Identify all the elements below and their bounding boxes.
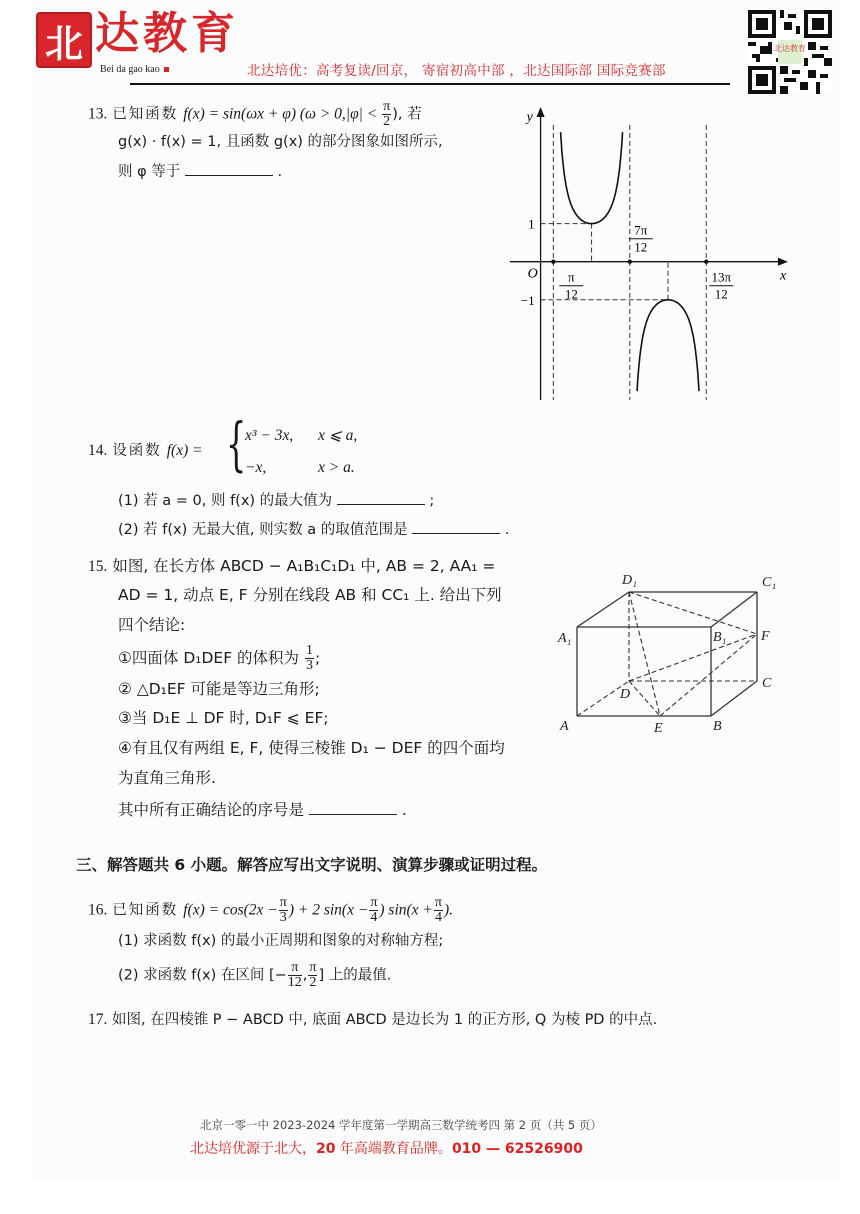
q13-function: f(x) = sin(ωx + φ) (ω > 0,|φ| < xyxy=(183,105,382,123)
x-axis-arrow-icon xyxy=(778,258,788,266)
frac-den: 4 xyxy=(434,910,442,925)
frac-den: 3 xyxy=(305,658,313,673)
answer-blank[interactable] xyxy=(185,161,273,176)
footer-ad-c: 年高端教育品牌。 xyxy=(335,1141,452,1157)
answer-blank[interactable] xyxy=(337,490,425,505)
logo-mark: 北 xyxy=(36,12,92,68)
frac-num: π xyxy=(383,99,391,114)
q15-line3: 四个结论: xyxy=(118,616,186,634)
q16-line1 xyxy=(88,896,453,925)
q14-intro: 设函数 xyxy=(112,443,162,459)
frac-den: 4 xyxy=(370,910,378,925)
label-D: D xyxy=(620,687,631,702)
g-curve-branch xyxy=(561,132,623,223)
label-E: E xyxy=(654,721,663,735)
logo-text: 达教育 xyxy=(95,8,239,59)
frac-num: π xyxy=(279,895,287,910)
q15-conclusion-1 xyxy=(118,644,320,673)
q15-conclusion-3: ③当 D₁E ⊥ DF 时, D₁F ⩽ EF; xyxy=(118,709,329,727)
q15-c1-text: ①四面体 D₁DEF 的体积为 xyxy=(118,649,300,667)
edge-B1C1 xyxy=(711,592,757,627)
label-D1: D₁ xyxy=(622,573,637,588)
q16-expr-c: ) sin(x + xyxy=(379,901,433,919)
piecewise-brace: { xyxy=(226,410,247,478)
q14-part2 xyxy=(118,519,510,540)
q13-end: . xyxy=(277,164,283,180)
q13-fraction xyxy=(382,100,391,129)
label-C: C xyxy=(762,676,772,691)
x-axis-label: x xyxy=(780,268,787,284)
y-axis-label: y xyxy=(526,110,533,125)
q14-case2-cond: x > a. xyxy=(318,459,355,476)
x-tick-point xyxy=(551,260,555,264)
q15-line2: AD = 1, 动点 E, F 分别在线段 AB 和 CC₁ 上. 给出下列 xyxy=(118,586,502,604)
frac-den: 12 xyxy=(287,975,302,990)
q14-part1-end: ; xyxy=(429,493,435,509)
q16-p2-frac2 xyxy=(308,961,317,990)
q15-c1-fraction xyxy=(305,644,314,673)
x-tick-label-num: 13π xyxy=(711,269,732,285)
q13-number: 13. xyxy=(88,105,108,123)
q16-expr-b: ) + 2 sin(x − xyxy=(288,901,369,919)
edge-BC xyxy=(711,681,757,716)
q15-line1-text: 如图, 在长方体 ABCD − A₁B₁C₁D₁ 中, AB = 2, AA₁ = xyxy=(112,557,496,575)
frac-den: 2 xyxy=(309,975,317,990)
q16-frac3 xyxy=(434,896,443,925)
x-tick-label-num: 7π xyxy=(634,222,648,238)
x-tick-label-den: 12 xyxy=(714,286,728,302)
q14-part1 xyxy=(118,490,434,511)
qr-center-text: 北达教育 xyxy=(774,43,806,53)
q15-conclusion-4: ④有且仅有两组 E, F, 使得三棱锥 D₁ − DEF 的四个面均 xyxy=(118,739,505,757)
y-tick-label: 1 xyxy=(528,216,535,232)
q13-ask: 则 φ 等于 xyxy=(118,164,181,180)
q15-line1 xyxy=(88,556,495,577)
seg-D1E xyxy=(629,592,660,716)
q16-part2-c: ] 上的最值. xyxy=(318,967,392,984)
q14-part1-text: (1) 若 a = 0, 则 f(x) 的最大值为 xyxy=(118,493,333,509)
label-B: B xyxy=(713,719,722,734)
q13-graph xyxy=(500,105,790,400)
answer-blank[interactable] xyxy=(309,800,397,815)
frac-den: 3 xyxy=(279,910,287,925)
answer-blank[interactable] xyxy=(412,519,500,534)
q14-line1 xyxy=(88,440,203,461)
frac-num: π xyxy=(288,961,302,976)
footer-ad-a: 北达培优源于北大， xyxy=(190,1141,316,1157)
q16-frac2 xyxy=(369,896,378,925)
seg-D1F xyxy=(629,592,757,634)
label-C1: C₁ xyxy=(762,575,777,590)
footer-ad-phone: 010 — 62526900 xyxy=(451,1141,583,1157)
q14-case1-expr: x³ − 3x, xyxy=(245,427,294,444)
x-tick-label-den: 12 xyxy=(564,286,578,302)
q13-line1-end: ), 若 xyxy=(392,106,422,123)
x-tick-label-den: 12 xyxy=(634,239,648,255)
section-3-heading: 三、解答题共 6 小题。解答应写出文字说明、演算步骤或证明过程。 xyxy=(76,856,548,874)
q16-expr-d: ). xyxy=(443,901,454,919)
seg-EF xyxy=(660,634,757,716)
q16-part2-a: (2) 求函数 f(x) 在区间 [− xyxy=(118,967,287,984)
x-tick-label-num: π xyxy=(568,269,575,285)
x-tick-point xyxy=(628,260,632,264)
frac-num: 1 xyxy=(305,643,313,658)
q15-cuboid-figure xyxy=(550,565,790,735)
frac-num: π xyxy=(434,895,442,910)
q15-ask-text: 其中所有正确结论的序号是 xyxy=(118,801,305,819)
q17-text: 如图, 在四棱锥 P − ABCD 中, 底面 ABCD 是边长为 1 的正方形, Q 为棱 PD 的中点. xyxy=(111,1012,658,1028)
q16-part1: (1) 求函数 f(x) 的最小正周期和图象的对称轴方程; xyxy=(118,933,444,949)
footer-page-info: 北京一零一中 2023-2024 学年度第一学期高三数学统考四 第 2 页（共 5 页） xyxy=(200,1118,602,1132)
q14-number: 14. xyxy=(88,442,108,459)
red-square-icon xyxy=(164,67,169,72)
q16-frac1 xyxy=(279,896,288,925)
q16-expr-a: f(x) = cos(2x − xyxy=(183,901,278,919)
q15-ask-end: . xyxy=(401,801,407,819)
edge-A1D1 xyxy=(577,592,629,627)
y-tick-label: −1 xyxy=(520,292,535,308)
q13-intro: 已知函数 xyxy=(112,106,179,123)
footer-ad-b: 20 xyxy=(316,1141,336,1157)
q13-line1 xyxy=(88,100,422,129)
q15-conclusion-2: ② △D₁EF 可能是等边三角形; xyxy=(118,680,320,698)
q13-line2: g(x) · f(x) = 1, 且函数 g(x) 的部分图象如图所示, xyxy=(118,134,443,150)
frac-num: π xyxy=(370,895,378,910)
seg-DE xyxy=(629,681,660,716)
x-tick-point xyxy=(704,260,708,264)
qr-code-icon xyxy=(748,10,832,94)
q14-case2-expr: −x, xyxy=(245,459,267,476)
origin-label: O xyxy=(527,266,538,282)
label-A: A xyxy=(560,719,569,734)
q14-case1-cond: x ⩽ a, xyxy=(318,427,358,444)
seg-DF xyxy=(629,634,757,681)
q13-line3 xyxy=(118,161,282,182)
q14-function: f(x) = xyxy=(166,442,203,459)
label-A1: A₁ xyxy=(558,631,572,646)
q16-intro: 已知函数 xyxy=(112,902,179,919)
question-17 xyxy=(88,1010,657,1030)
q14-part2-text: (2) 若 f(x) 无最大值, 则实数 a 的取值范围是 xyxy=(118,522,408,538)
q16-part2-b: , xyxy=(302,967,308,984)
q15-ask xyxy=(118,800,407,820)
g-curve-branch xyxy=(637,300,699,391)
q14-part2-end: . xyxy=(504,522,510,538)
q16-part2 xyxy=(118,961,391,990)
header-divider xyxy=(130,83,730,85)
q15-c1-end: ; xyxy=(314,649,321,667)
header-slogan: 北达培优：高考复读/回京， 寄宿初高中部 ，北达国际部 国际竞赛部 xyxy=(247,63,666,79)
q16-p2-frac1 xyxy=(288,961,302,990)
frac-num: π xyxy=(309,960,317,975)
frac-den: 2 xyxy=(383,114,391,129)
label-F: F xyxy=(761,629,770,644)
y-axis-arrow-icon xyxy=(537,107,545,117)
logo-subtitle-text: Bei da gao kao xyxy=(100,64,160,75)
logo-subtitle xyxy=(100,64,169,76)
q15-number: 15. xyxy=(88,558,108,575)
q15-conclusion-4-cont: 为直角三角形. xyxy=(118,769,216,787)
q16-number: 16. xyxy=(88,901,108,919)
q17-number: 17. xyxy=(88,1011,108,1028)
label-B1: B₁ xyxy=(713,630,727,645)
footer-ad xyxy=(190,1140,583,1158)
